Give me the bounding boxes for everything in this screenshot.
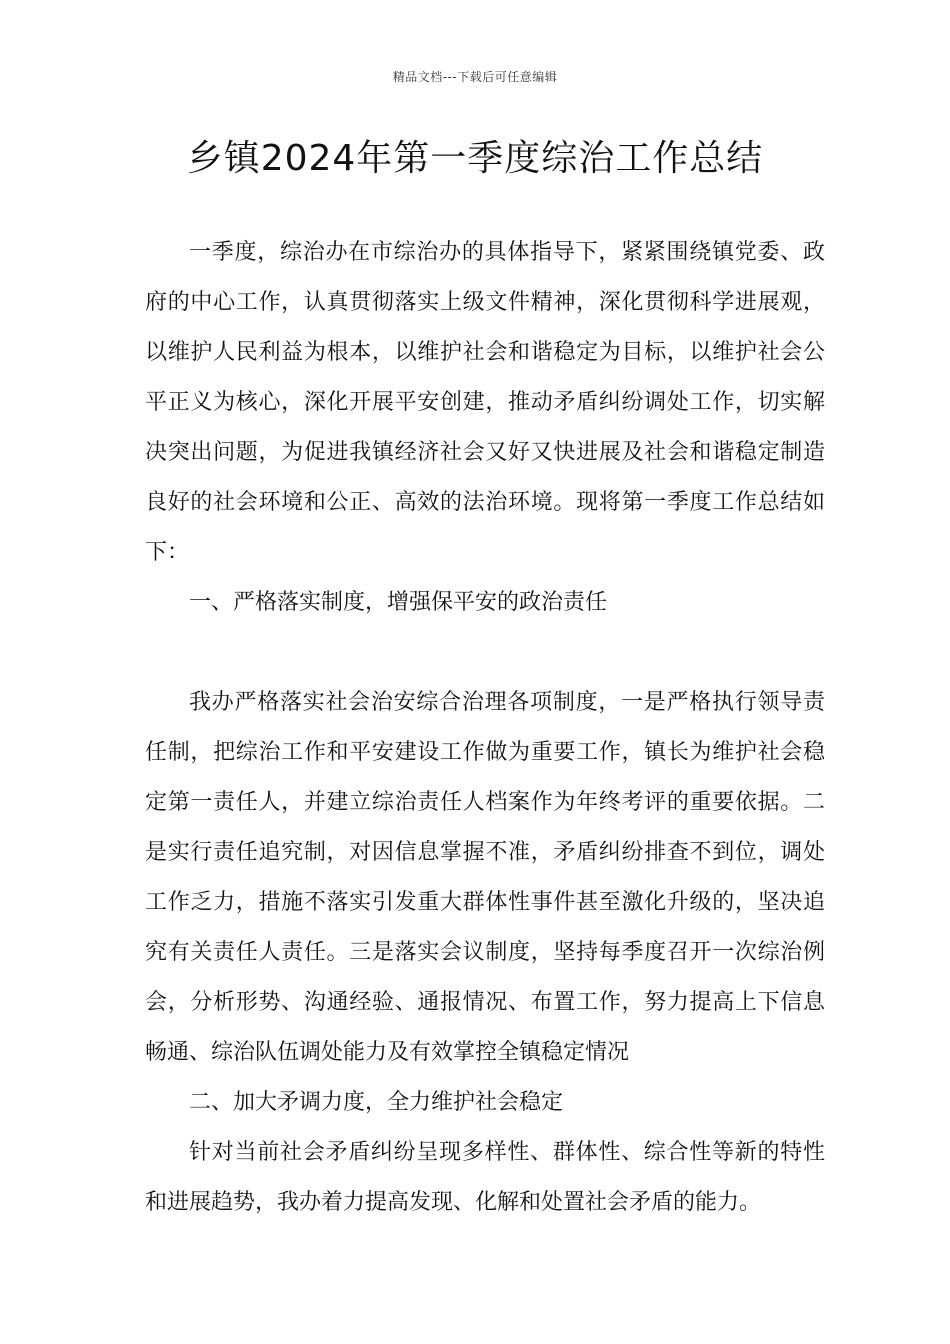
header-watermark: 精品文档---下载后可任意编辑 [392, 70, 558, 84]
paragraph-spacer [145, 628, 825, 678]
document-title: 乡镇2024年第一季度综治工作总结 [186, 138, 764, 179]
paragraph-intro: 一季度，综治办在市综治办的具体指导下，紧紧围绕镇党委、政府的中心工作，认真贯彻落实上级文件精神，深化贯彻科学进展观，以维护人民利益为根本，以维护社会和谐稳定为目标，以维护社会公平正义为核心，深化开展平安创建，推动矛盾纠纷调处工作，切实解决突出问题，为促进我镇经济社会又好又快进展及社会和谐稳定制造良好的社会环境和公正、高效的法治环境。现将第一季度工作总结如下： [145, 240, 825, 565]
document-body [145, 228, 825, 1228]
paragraph-section-1: 我办严格落实社会治安综合治理各项制度，一是严格执行领导责任制，把综治工作和平安建设工作做为重要工作，镇长为维护社会稳定第一责任人，并建立综治责任人档案作为年终考评的重要依据。二是实行责任追究制，对因信息掌握不准，矛盾纠纷排查不到位，调处工作乏力，措施不落实引发重大群体性事件甚至激化升级的，坚决追究有关责任人责任。三是落实会议制度，坚持每季度召开一次综治例会，分析形势、沟通经验、通报情况、布置工作，努力提高上下信息畅通、综治队伍调处能力及有效掌控全镇稳定情况 [145, 690, 825, 1065]
paragraph-section-2: 针对当前社会矛盾纠纷呈现多样性、群体性、综合性等新的特性和进展趋势，我办着力提高发现、化解和处置社会矛盾的能力。 [145, 1140, 825, 1215]
section-heading-2: 二、加大矛调力度，全力维护社会稳定 [189, 1090, 564, 1115]
section-heading-1: 一、严格落实制度，增强保平安的政治责任 [189, 590, 608, 615]
